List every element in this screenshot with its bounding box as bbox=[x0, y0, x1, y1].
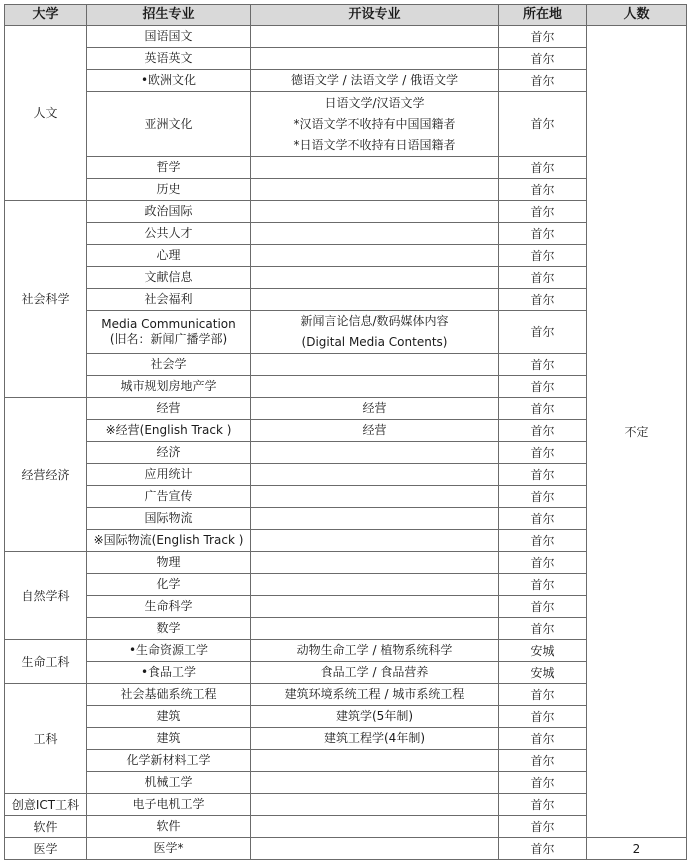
location-cell: 首尔 bbox=[499, 267, 587, 289]
major-text: 化学新材料工学 bbox=[126, 753, 211, 767]
location-cell: 首尔 bbox=[499, 552, 587, 574]
offered-cell bbox=[251, 70, 499, 92]
location-cell: 首尔 bbox=[499, 618, 587, 640]
table-row bbox=[5, 552, 687, 574]
offered-cell bbox=[251, 92, 499, 157]
major-cell bbox=[87, 48, 251, 70]
major-text: •欧洲文化 bbox=[140, 73, 197, 87]
offered-cell bbox=[251, 486, 499, 508]
table-row bbox=[5, 179, 687, 201]
major-text: 经营 bbox=[156, 401, 181, 415]
major-text: 医学* bbox=[153, 841, 184, 855]
table-row bbox=[5, 420, 687, 442]
location-cell: 首尔 bbox=[499, 201, 587, 223]
offered-cell bbox=[251, 223, 499, 245]
offered-cell bbox=[251, 442, 499, 464]
offered-cell bbox=[251, 684, 499, 706]
major-text: 生命科学 bbox=[144, 599, 193, 613]
location-cell: 安城 bbox=[499, 662, 587, 684]
table-row bbox=[5, 618, 687, 640]
major-cell bbox=[87, 376, 251, 398]
major-text: 电子电机工学 bbox=[132, 797, 205, 811]
major-text: 物理 bbox=[156, 555, 181, 569]
major-cell bbox=[87, 574, 251, 596]
major-cell bbox=[87, 816, 251, 838]
offered-text: 德语文学 / 法语文学 / 俄语文学 bbox=[290, 73, 459, 87]
table-row bbox=[5, 92, 687, 157]
major-text: 社会基础系统工程 bbox=[120, 687, 217, 701]
major-cell bbox=[87, 26, 251, 48]
location-cell: 首尔 bbox=[499, 530, 587, 552]
major-cell bbox=[87, 179, 251, 201]
offered-cell bbox=[251, 289, 499, 311]
offered-text: 建筑环境系统工程 / 城市系统工程 bbox=[284, 687, 465, 701]
major-text: 建筑 bbox=[156, 731, 181, 745]
location-cell: 首尔 bbox=[499, 179, 587, 201]
table-row bbox=[5, 442, 687, 464]
header-university: 大学 bbox=[5, 5, 87, 26]
university-cell: 经营经济 bbox=[5, 398, 87, 552]
location-cell: 首尔 bbox=[499, 398, 587, 420]
major-text: ※经营(English Track ) bbox=[105, 423, 232, 437]
major-text: 广告宣传 bbox=[144, 489, 193, 503]
major-cell bbox=[87, 508, 251, 530]
major-cell bbox=[87, 245, 251, 267]
offered-cell bbox=[251, 750, 499, 772]
table-row bbox=[5, 728, 687, 750]
location-cell: 首尔 bbox=[499, 596, 587, 618]
major-text: 心理 bbox=[156, 248, 181, 262]
table-row bbox=[5, 245, 687, 267]
table-row bbox=[5, 816, 687, 838]
table-body bbox=[5, 26, 687, 860]
count-cell-shared: 不定 bbox=[587, 26, 687, 838]
header-count: 人数 bbox=[587, 5, 687, 26]
major-cell bbox=[87, 596, 251, 618]
offered-cell bbox=[251, 794, 499, 816]
location-cell: 首尔 bbox=[499, 486, 587, 508]
university-cell: 社会科学 bbox=[5, 201, 87, 398]
major-text: 城市规划房地产学 bbox=[120, 379, 217, 393]
location-cell: 首尔 bbox=[499, 157, 587, 179]
major-text: 应用统计 bbox=[144, 467, 193, 481]
offered-cell bbox=[251, 26, 499, 48]
location-cell: 首尔 bbox=[499, 442, 587, 464]
location-cell: 首尔 bbox=[499, 750, 587, 772]
table-row bbox=[5, 157, 687, 179]
offered-cell bbox=[251, 398, 499, 420]
offered-cell bbox=[251, 838, 499, 860]
major-text: Media Communication bbox=[101, 317, 236, 331]
major-text: 政治国际 bbox=[144, 204, 193, 218]
offered-cell bbox=[251, 376, 499, 398]
major-cell bbox=[87, 772, 251, 794]
major-text: 国语国文 bbox=[144, 29, 193, 43]
major-cell bbox=[87, 354, 251, 376]
major-cell bbox=[87, 223, 251, 245]
offered-text: 动物生命工学 / 植物系统科学 bbox=[296, 643, 453, 657]
location-cell: 首尔 bbox=[499, 508, 587, 530]
major-cell bbox=[87, 706, 251, 728]
major-cell bbox=[87, 398, 251, 420]
location-cell: 首尔 bbox=[499, 92, 587, 157]
location-cell: 首尔 bbox=[499, 354, 587, 376]
major-cell bbox=[87, 157, 251, 179]
location-cell: 首尔 bbox=[499, 245, 587, 267]
major-cell bbox=[87, 442, 251, 464]
major-text: ※国际物流(English Track ) bbox=[93, 533, 244, 547]
offered-cell bbox=[251, 728, 499, 750]
major-cell bbox=[87, 750, 251, 772]
major-text: •食品工学 bbox=[140, 665, 197, 679]
university-cell: 医学 bbox=[5, 838, 87, 860]
offered-cell bbox=[251, 267, 499, 289]
major-text: 历史 bbox=[156, 182, 181, 196]
offered-cell bbox=[251, 157, 499, 179]
major-cell bbox=[87, 530, 251, 552]
table-row bbox=[5, 640, 687, 662]
location-cell: 首尔 bbox=[499, 376, 587, 398]
major-cell bbox=[87, 684, 251, 706]
offered-cell bbox=[251, 552, 499, 574]
university-cell: 人文 bbox=[5, 26, 87, 201]
major-cell bbox=[87, 311, 251, 354]
offered-cell bbox=[251, 245, 499, 267]
university-cell: 软件 bbox=[5, 816, 87, 838]
table-row bbox=[5, 530, 687, 552]
offered-cell bbox=[251, 420, 499, 442]
location-cell: 首尔 bbox=[499, 706, 587, 728]
table-row bbox=[5, 596, 687, 618]
location-cell: 首尔 bbox=[499, 728, 587, 750]
major-text: 英语英文 bbox=[144, 51, 193, 65]
offered-text: (Digital Media Contents) bbox=[301, 335, 448, 349]
major-cell bbox=[87, 640, 251, 662]
location-cell: 安城 bbox=[499, 640, 587, 662]
offered-cell bbox=[251, 772, 499, 794]
location-cell: 首尔 bbox=[499, 26, 587, 48]
major-cell bbox=[87, 201, 251, 223]
major-cell bbox=[87, 464, 251, 486]
location-cell: 首尔 bbox=[499, 574, 587, 596]
table-row bbox=[5, 684, 687, 706]
table-row bbox=[5, 289, 687, 311]
table-row bbox=[5, 223, 687, 245]
location-cell: 首尔 bbox=[499, 816, 587, 838]
major-text: 公共人才 bbox=[144, 226, 193, 240]
major-cell bbox=[87, 70, 251, 92]
offered-text: 日语文学/汉语文学 bbox=[324, 95, 425, 110]
offered-cell bbox=[251, 311, 499, 354]
major-text: •生命资源工学 bbox=[128, 643, 209, 657]
major-text: 哲学 bbox=[156, 160, 181, 174]
university-cell: 生命工科 bbox=[5, 640, 87, 684]
offered-cell bbox=[251, 179, 499, 201]
offered-text: 新闻言论信息/数码媒体内容 bbox=[300, 314, 449, 328]
table-row bbox=[5, 267, 687, 289]
table-row bbox=[5, 311, 687, 354]
table-row bbox=[5, 838, 687, 860]
offered-cell bbox=[251, 574, 499, 596]
offered-cell bbox=[251, 354, 499, 376]
location-cell: 首尔 bbox=[499, 420, 587, 442]
header-major: 招生专业 bbox=[87, 5, 251, 26]
offered-text: 建筑学(5年制) bbox=[336, 709, 413, 723]
major-cell bbox=[87, 486, 251, 508]
offered-cell bbox=[251, 640, 499, 662]
location-cell: 首尔 bbox=[499, 311, 587, 354]
table-row bbox=[5, 398, 687, 420]
table-row bbox=[5, 772, 687, 794]
location-cell: 首尔 bbox=[499, 838, 587, 860]
major-text: 机械工学 bbox=[144, 775, 193, 789]
admission-table bbox=[4, 4, 687, 860]
major-cell bbox=[87, 618, 251, 640]
major-text: 社会福利 bbox=[144, 292, 193, 306]
location-cell: 首尔 bbox=[499, 70, 587, 92]
major-text: 国际物流 bbox=[144, 511, 193, 525]
header-row bbox=[5, 5, 687, 26]
offered-text: 经营 bbox=[362, 401, 387, 415]
major-text: 数学 bbox=[156, 621, 181, 635]
offered-text: 食品工学 / 食品营养 bbox=[320, 665, 429, 679]
university-cell: 工科 bbox=[5, 684, 87, 794]
offered-cell bbox=[251, 530, 499, 552]
major-cell bbox=[87, 662, 251, 684]
table-row bbox=[5, 376, 687, 398]
offered-cell bbox=[251, 706, 499, 728]
major-cell bbox=[87, 728, 251, 750]
offered-cell bbox=[251, 596, 499, 618]
count-cell-last: 2 bbox=[587, 838, 687, 860]
offered-cell bbox=[251, 201, 499, 223]
major-cell bbox=[87, 92, 251, 157]
major-text: 亚洲文化 bbox=[144, 116, 193, 131]
location-cell: 首尔 bbox=[499, 289, 587, 311]
header-location: 所在地 bbox=[499, 5, 587, 26]
university-cell: 创意ICT工科 bbox=[5, 794, 87, 816]
major-text: 建筑 bbox=[156, 709, 181, 723]
table-row bbox=[5, 750, 687, 772]
university-cell: 自然学科 bbox=[5, 552, 87, 640]
location-cell: 首尔 bbox=[499, 223, 587, 245]
table-row bbox=[5, 706, 687, 728]
offered-cell bbox=[251, 816, 499, 838]
major-text: (旧名：新闻广播学部) bbox=[109, 332, 228, 346]
offered-text: *日语文学不收持有日语国籍者 bbox=[293, 137, 456, 152]
major-text: 软件 bbox=[156, 819, 181, 833]
major-cell bbox=[87, 794, 251, 816]
offered-cell bbox=[251, 48, 499, 70]
major-text: 经济 bbox=[156, 445, 181, 459]
major-cell bbox=[87, 289, 251, 311]
table-row bbox=[5, 508, 687, 530]
location-cell: 首尔 bbox=[499, 48, 587, 70]
table-row bbox=[5, 48, 687, 70]
offered-cell bbox=[251, 464, 499, 486]
table-row bbox=[5, 70, 687, 92]
location-cell: 首尔 bbox=[499, 772, 587, 794]
offered-text: 建筑工程学(4年制) bbox=[324, 731, 425, 745]
table-row bbox=[5, 794, 687, 816]
table-row bbox=[5, 486, 687, 508]
location-cell: 首尔 bbox=[499, 794, 587, 816]
table-row bbox=[5, 354, 687, 376]
offered-cell bbox=[251, 508, 499, 530]
location-cell: 首尔 bbox=[499, 684, 587, 706]
location-cell: 首尔 bbox=[499, 464, 587, 486]
offered-cell bbox=[251, 618, 499, 640]
major-cell bbox=[87, 420, 251, 442]
major-cell bbox=[87, 552, 251, 574]
major-text: 文献信息 bbox=[144, 270, 193, 284]
major-cell bbox=[87, 838, 251, 860]
major-cell bbox=[87, 267, 251, 289]
table-row bbox=[5, 574, 687, 596]
table-row bbox=[5, 26, 687, 48]
table-row bbox=[5, 662, 687, 684]
table-row bbox=[5, 201, 687, 223]
offered-text: *汉语文学不收持有中国国籍者 bbox=[293, 116, 456, 131]
offered-cell bbox=[251, 662, 499, 684]
major-text: 化学 bbox=[156, 577, 181, 591]
major-text: 社会学 bbox=[150, 357, 187, 371]
offered-text: 经营 bbox=[362, 423, 387, 437]
table-row bbox=[5, 464, 687, 486]
header-offered: 开设专业 bbox=[251, 5, 499, 26]
